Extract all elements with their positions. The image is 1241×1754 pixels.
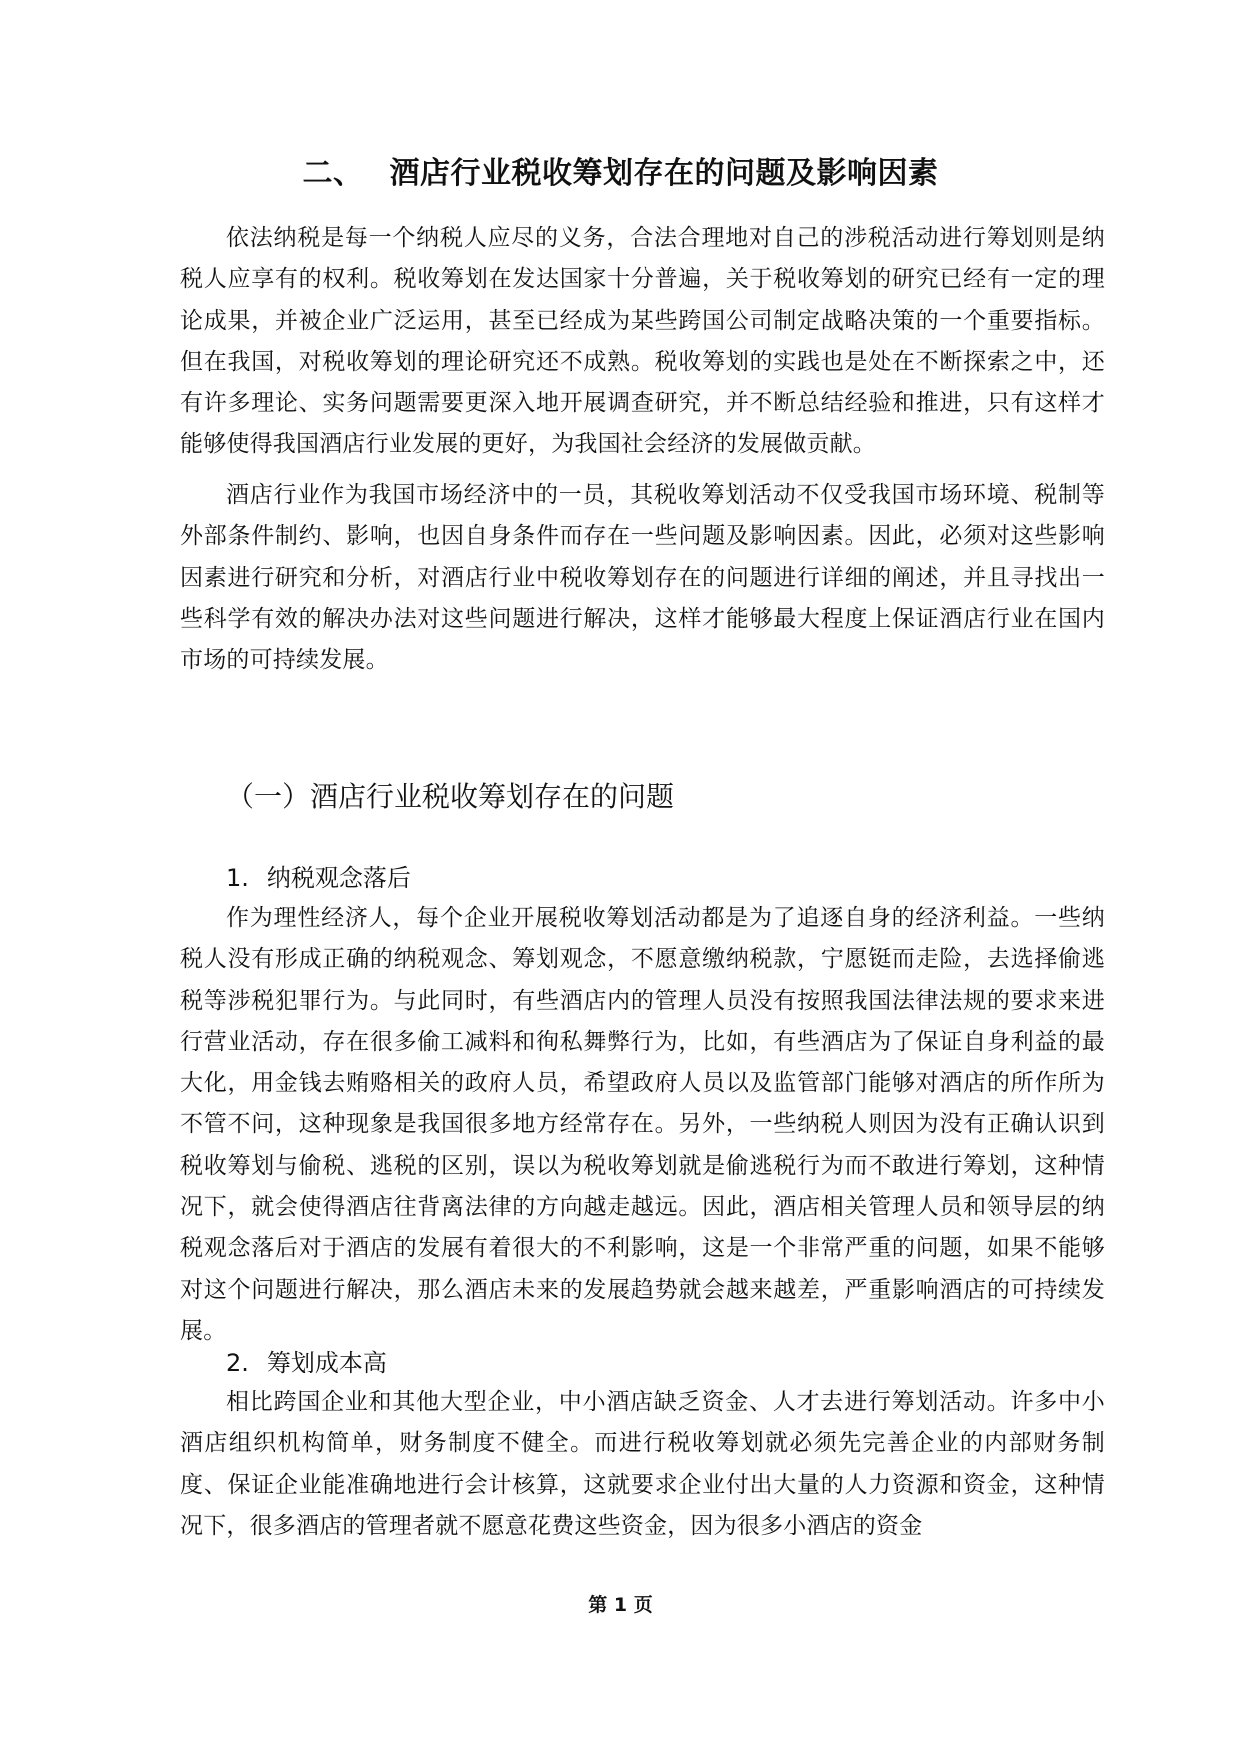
chapter-number: 二、 — [302, 156, 364, 191]
subsection-heading-1 — [226, 858, 411, 893]
subsection-title: 纳税观念落后 — [266, 864, 411, 892]
subsection-heading-2 — [226, 1343, 387, 1378]
chapter-title — [0, 148, 1241, 192]
subsection-number: 1. — [226, 864, 249, 892]
section-heading: （一）酒店行业税收筹划存在的问题 — [226, 780, 675, 813]
subsection-number: 2. — [226, 1349, 249, 1377]
subsection-title: 筹划成本高 — [266, 1349, 387, 1377]
page-number: 第 1 页 — [588, 1594, 653, 1616]
subsection-paragraph-1: 作为理性经济人，每个企业开展税收筹划活动都是为了追逐自身的经济利益。一些纳税人没有形成正确的纳税观念、筹划观念，不愿意缴纳税款，宁愿铤而走险，去选择偷逃税等涉税犯罪行为。与此同时，有些酒店内的管理人员没有按照我国法律法规的要求来进行营业活动，存在很多偷工减料和徇私舞弊行为，比如，有些酒店为了保证自身利益的最大化，用金钱去贿赂相关的政府人员，希望政府人员以及监管部门能够对酒店的所作所为不管不问，这种现象是我国很多地方经常存在。另外，一些纳税人则因为没有正确认识到税收筹划与偷税、逃税的区别，误以为税收筹划就是偷逃税行为而不敢进行筹划，这种情况下，就会使得酒店往背离法律的方向越走越远。因此，酒店相关管理人员和领导层的纳税观念落后对于酒店的发展有着很大的不利影响，这是一个非常严重的问题，如果不能够对这个问题进行解决，那么酒店未来的发展趋势就会越来越差，严重影响酒店的可持续发展。 — [180, 905, 1105, 1344]
intro-paragraph-2: 酒店行业作为我国市场经济中的一员，其税收筹划活动不仅受我国市场环境、税制等外部条件制约、影响，也因自身条件而存在一些问题及影响因素。因此，必须对这些影响因素进行研究和分析，对酒店行业中税收筹划存在的问题进行详细的阐述，并且寻找出一些科学有效的解决办法对这些问题进行解决，这样才能够最大程度上保证酒店行业在国内市场的可持续发展。 — [180, 482, 1105, 674]
subsection-paragraph-2: 相比跨国企业和其他大型企业，中小酒店缺乏资金、人才去进行筹划活动。许多中小酒店组织机构简单，财务制度不健全。而进行税收筹划就必须先完善企业的内部财务制度、保证企业能准确地进行会计核算，这就要求企业付出大量的人力资源和资金，这种情况下，很多酒店的管理者就不愿意花费这些资金，因为很多小酒店的资金 — [180, 1389, 1105, 1539]
intro-paragraph-1: 依法纳税是每一个纳税人应尽的义务，合法合理地对自己的涉税活动进行筹划则是纳税人应享有的权利。税收筹划在发达国家十分普遍，关于税收筹划的研究已经有一定的理论成果，并被企业广泛运用，甚至已经成为某些跨国公司制定战略决策的一个重要指标。但在我国，对税收筹划的理论研究还不成熟。税收筹划的实践也是处在不断探索之中，还有许多理论、实务问题需要更深入地开展调查研究，并不断总结经验和推进，只有这样才能够使得我国酒店行业发展的更好，为我国社会经济的发展做贡献。 — [180, 225, 1105, 458]
chapter-title-text: 酒店行业税收筹划存在的问题及影响因素 — [389, 156, 939, 191]
